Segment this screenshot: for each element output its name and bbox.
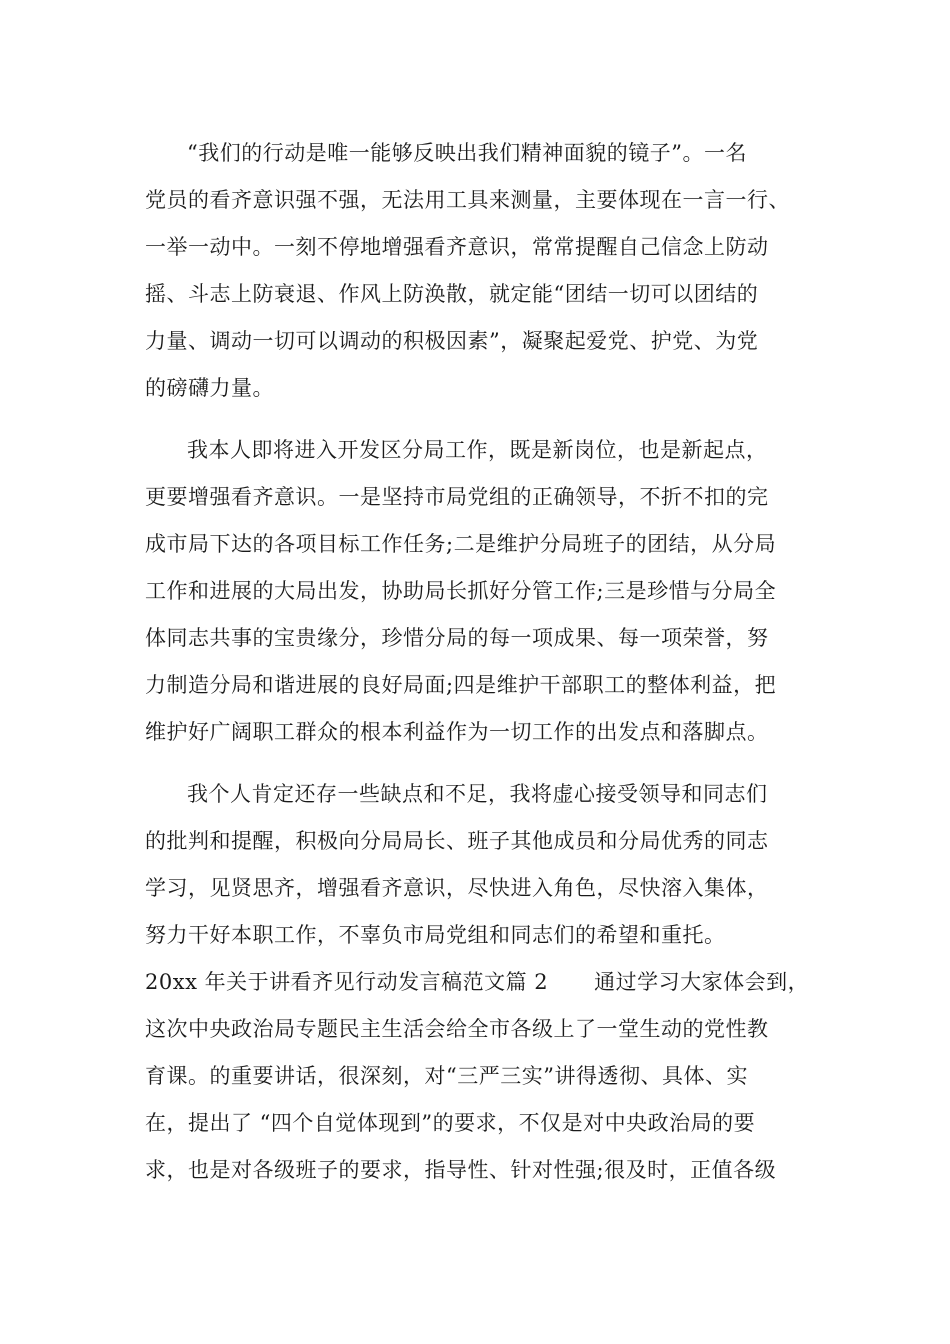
paragraph-3-line-2: 的批判和提醒，积极向分局局长、班子其他成员和分局优秀的同志 [145,829,769,853]
paragraph-2-line-2: 更要增强看齐意识。一是坚持市局党组的正确领导，不折不扣的完 [145,485,769,509]
paragraph-2-line-7: 维护好广阔职工群众的根本利益作为一切工作的出发点和落脚点。 [145,720,769,744]
paragraph-1-line-3: 一举一动中。一刻不停地增强看齐意识，常常提醒自己信念上防动 [145,235,769,259]
section-heading-tail: 通过学习大家体会到， [594,970,810,994]
paragraph-2-line-6: 力制造分局和谐进展的良好局面;四是维护干部职工的整体利益，把 [145,673,777,697]
paragraph-4-line-3: 在，提出了 “四个自觉体现到”的要求，不仅是对中央政治局的要 [145,1111,756,1135]
paragraph-2-line-5: 体同志共事的宝贵缘分，珍惜分局的每一项成果、每一项荣誉，努 [145,626,769,650]
paragraph-1-line-6: 的磅礴力量。 [145,376,274,400]
section-heading-line [145,968,825,996]
paragraph-3-line-3: 学习，见贤思齐，增强看齐意识，尽快进入角色，尽快溶入集体， [145,876,769,900]
paragraph-4-line-4: 求，也是对各级班子的要求，指导性、针对性强;很及时，正值各级 [145,1158,777,1182]
paragraph-1-line-1: “我们的行动是唯一能够反映出我们精神面貌的镜子”。一名 [187,141,747,165]
paragraph-2-line-3: 成市局下达的各项目标工作任务;二是维护分局班子的团结，从分局 [145,532,777,556]
paragraph-4-line-2: 育课。的重要讲话，很深刻，对“三严三实”讲得透彻、具体、实 [145,1064,748,1088]
paragraph-1-line-2: 党员的看齐意识强不强，无法用工具来测量，主要体现在一言一行、 [145,188,790,212]
paragraph-3-line-1: 我个人肯定还存一些缺点和不足，我将虚心接受领导和同志们 [187,782,768,806]
paragraph-4-line-1: 这次中央政治局专题民主生活会给全市各级上了一堂生动的党性教 [145,1017,769,1041]
paragraph-2-line-4: 工作和进展的大局出发，协助局长抓好分管工作;三是珍惜与分局全 [145,579,777,603]
paragraph-1-line-4: 摇、斗志上防衰退、作风上防涣散，就定能“团结一切可以团结的 [145,282,759,306]
paragraph-1-line-5: 力量、调动一切可以调动的积极因素”，凝聚起爱党、护党、为党 [145,329,759,353]
section-heading: 20xx 年关于讲看齐见行动发言稿范文篇 2 [145,970,549,994]
paragraph-2-line-1: 我本人即将进入开发区分局工作，既是新岗位，也是新起点， [187,438,768,462]
paragraph-3-line-4: 努力干好本职工作，不辜负市局党组和同志们的希望和重托。 [145,923,726,947]
